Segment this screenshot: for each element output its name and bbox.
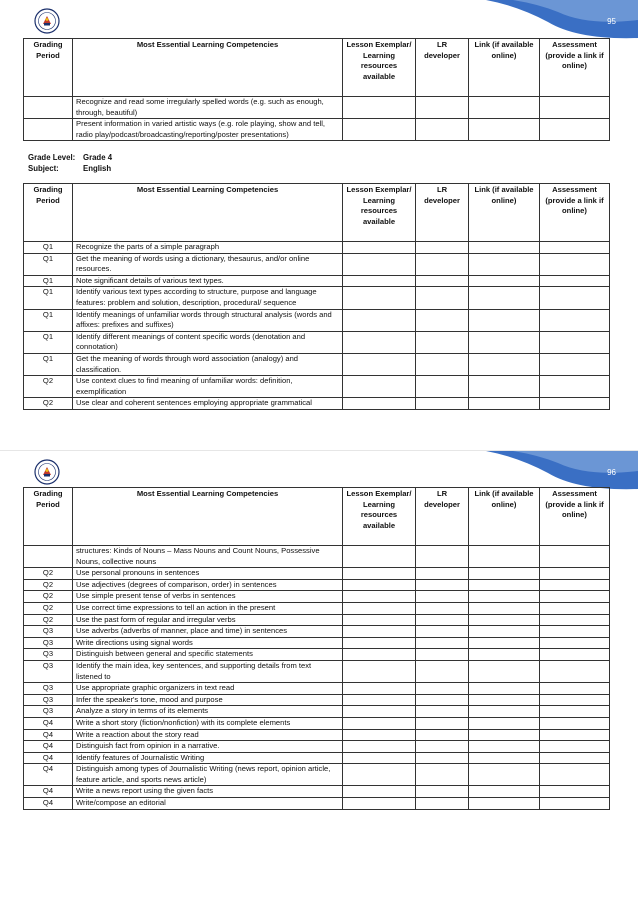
subject-label: Subject: xyxy=(28,164,59,173)
competency-cell: Write a news report using the given facts xyxy=(73,786,343,798)
empty-cell xyxy=(469,242,540,254)
table-row xyxy=(24,798,610,810)
competency-cell: Use simple present tense of verbs in sentences xyxy=(73,591,343,603)
empty-cell xyxy=(416,353,469,375)
empty-cell xyxy=(343,275,416,287)
empty-cell xyxy=(469,331,540,353)
grading-period-cell: Q1 xyxy=(24,353,73,375)
table-row xyxy=(24,637,610,649)
grading-period-cell: Q4 xyxy=(24,717,73,729)
table-row xyxy=(24,706,610,718)
table-row xyxy=(24,764,610,786)
empty-cell xyxy=(343,242,416,254)
table-row xyxy=(24,287,610,309)
table-row xyxy=(24,602,610,614)
empty-cell xyxy=(416,602,469,614)
table-row xyxy=(24,331,610,353)
empty-cell xyxy=(343,331,416,353)
table-row xyxy=(24,729,610,741)
table-row xyxy=(24,649,610,661)
empty-cell xyxy=(540,706,610,718)
grade-level-label: Grade Level: xyxy=(28,153,76,162)
competency-cell: Use correct time expressions to tell an action in the present xyxy=(73,602,343,614)
empty-cell xyxy=(343,683,416,695)
empty-cell xyxy=(469,398,540,410)
empty-cell xyxy=(416,287,469,309)
empty-cell xyxy=(540,275,610,287)
table-row xyxy=(24,741,610,753)
header-competencies: Most Essential Learning Competencies xyxy=(73,39,343,97)
competency-table-grade4 xyxy=(23,183,610,410)
empty-cell xyxy=(343,97,416,119)
table-row xyxy=(24,579,610,591)
empty-cell xyxy=(416,717,469,729)
deped-seal-icon xyxy=(34,459,60,485)
grading-period-cell: Q4 xyxy=(24,752,73,764)
empty-cell xyxy=(540,568,610,580)
empty-cell xyxy=(469,649,540,661)
competency-cell: Identify different meanings of content specific words (denotation and connotation) xyxy=(73,331,343,353)
empty-cell xyxy=(343,786,416,798)
empty-cell xyxy=(469,764,540,786)
grade-level-value: Grade 4 xyxy=(83,153,113,162)
header-lesson-exemplar: Lesson Exemplar/ Learning resources available xyxy=(343,488,416,546)
grading-period-cell: Q4 xyxy=(24,741,73,753)
table-row xyxy=(24,253,610,275)
header-link: Link (if available online) xyxy=(469,488,540,546)
empty-cell xyxy=(540,786,610,798)
empty-cell xyxy=(469,786,540,798)
table-row xyxy=(24,353,610,375)
grading-period-cell: Q4 xyxy=(24,786,73,798)
empty-cell xyxy=(540,717,610,729)
empty-cell xyxy=(540,752,610,764)
empty-cell xyxy=(469,253,540,275)
header-assessment: Assessment (provide a link if online) xyxy=(540,184,610,242)
grading-period-cell: Q1 xyxy=(24,242,73,254)
empty-cell xyxy=(540,591,610,603)
empty-cell xyxy=(343,741,416,753)
grading-period-cell: Q3 xyxy=(24,706,73,718)
empty-cell xyxy=(343,729,416,741)
empty-cell xyxy=(469,591,540,603)
table-row xyxy=(24,683,610,695)
empty-cell xyxy=(469,683,540,695)
empty-cell xyxy=(540,683,610,695)
empty-cell xyxy=(540,546,610,568)
header-competencies: Most Essential Learning Competencies xyxy=(73,488,343,546)
grading-period-cell: Q1 xyxy=(24,287,73,309)
empty-cell xyxy=(469,353,540,375)
empty-cell xyxy=(416,729,469,741)
empty-cell xyxy=(469,798,540,810)
empty-cell xyxy=(540,398,610,410)
empty-cell xyxy=(469,376,540,398)
empty-cell xyxy=(416,546,469,568)
empty-cell xyxy=(343,649,416,661)
table-header-row xyxy=(24,39,610,97)
empty-cell xyxy=(416,694,469,706)
empty-cell xyxy=(469,717,540,729)
competency-cell: Present information in varied artistic ways (e.g. role playing, show and tell, radio play/podcast/broadcasting/reporting/poster presentations) xyxy=(73,119,343,141)
competency-cell: Identify the main idea, key sentences, and supporting details from text listened to xyxy=(73,660,343,682)
empty-cell xyxy=(540,694,610,706)
empty-cell xyxy=(343,376,416,398)
empty-cell xyxy=(416,683,469,695)
competency-cell: structures: Kinds of Nouns – Mass Nouns and Count Nouns, Possessive Nouns, collective nouns xyxy=(73,546,343,568)
empty-cell xyxy=(540,660,610,682)
competency-cell: Identify features of Journalistic Writing xyxy=(73,752,343,764)
table-header-row xyxy=(24,184,610,242)
header-assessment: Assessment (provide a link if online) xyxy=(540,488,610,546)
empty-cell xyxy=(416,253,469,275)
empty-cell xyxy=(540,97,610,119)
empty-cell xyxy=(416,398,469,410)
empty-cell xyxy=(469,275,540,287)
empty-cell xyxy=(343,119,416,141)
table-row xyxy=(24,546,610,568)
empty-cell xyxy=(469,546,540,568)
empty-cell xyxy=(416,614,469,626)
empty-cell xyxy=(469,614,540,626)
table-row xyxy=(24,275,610,287)
table-row xyxy=(24,309,610,331)
empty-cell xyxy=(540,626,610,638)
grading-period-cell: Q1 xyxy=(24,331,73,353)
empty-cell xyxy=(343,398,416,410)
competency-table-continued xyxy=(23,38,610,141)
empty-cell xyxy=(469,309,540,331)
grading-period-cell xyxy=(24,119,73,141)
empty-cell xyxy=(416,275,469,287)
header-link: Link (if available online) xyxy=(469,184,540,242)
empty-cell xyxy=(469,729,540,741)
empty-cell xyxy=(416,660,469,682)
grading-period-cell: Q3 xyxy=(24,649,73,661)
empty-cell xyxy=(540,741,610,753)
table-row xyxy=(24,786,610,798)
page-number: 96 xyxy=(607,468,616,477)
empty-cell xyxy=(343,626,416,638)
grading-period-cell xyxy=(24,97,73,119)
empty-cell xyxy=(416,309,469,331)
empty-cell xyxy=(343,660,416,682)
empty-cell xyxy=(343,546,416,568)
empty-cell xyxy=(416,786,469,798)
grading-period-cell: Q2 xyxy=(24,579,73,591)
empty-cell xyxy=(416,568,469,580)
empty-cell xyxy=(416,626,469,638)
table-row xyxy=(24,591,610,603)
deped-seal-icon xyxy=(34,8,60,34)
header-competencies: Most Essential Learning Competencies xyxy=(73,184,343,242)
empty-cell xyxy=(540,798,610,810)
empty-cell xyxy=(416,376,469,398)
empty-cell xyxy=(540,376,610,398)
grading-period-cell: Q3 xyxy=(24,660,73,682)
competency-cell: Identify meanings of unfamiliar words through structural analysis (words and affixes: prefixes and suffixes) xyxy=(73,309,343,331)
grading-period-cell: Q1 xyxy=(24,309,73,331)
empty-cell xyxy=(540,119,610,141)
empty-cell xyxy=(540,331,610,353)
table-row xyxy=(24,694,610,706)
competency-cell: Note significant details of various text types. xyxy=(73,275,343,287)
header-grading-period: Grading Period xyxy=(24,184,73,242)
competency-cell: Write/compose an editorial xyxy=(73,798,343,810)
header-grading-period: Grading Period xyxy=(24,39,73,97)
table-row xyxy=(24,119,610,141)
competency-cell: Infer the speaker's tone, mood and purpose xyxy=(73,694,343,706)
competency-cell: Use the past form of regular and irregular verbs xyxy=(73,614,343,626)
grading-period-cell: Q3 xyxy=(24,683,73,695)
empty-cell xyxy=(416,331,469,353)
grading-period-cell: Q4 xyxy=(24,798,73,810)
empty-cell xyxy=(469,741,540,753)
header-lr-developer: LR developer xyxy=(416,39,469,97)
competency-cell: Get the meaning of words using a dictionary, thesaurus, and/or online resources. xyxy=(73,253,343,275)
empty-cell xyxy=(469,637,540,649)
competency-cell: Distinguish between general and specific statements xyxy=(73,649,343,661)
empty-cell xyxy=(416,649,469,661)
page-number: 95 xyxy=(607,17,616,26)
document-page-96 xyxy=(0,451,638,902)
header-link: Link (if available online) xyxy=(469,39,540,97)
header-lesson-exemplar: Lesson Exemplar/ Learning resources available xyxy=(343,184,416,242)
empty-cell xyxy=(416,706,469,718)
empty-cell xyxy=(343,287,416,309)
empty-cell xyxy=(343,591,416,603)
empty-cell xyxy=(343,798,416,810)
empty-cell xyxy=(469,97,540,119)
competency-cell: Write a reaction about the story read xyxy=(73,729,343,741)
empty-cell xyxy=(343,717,416,729)
grading-period-cell: Q2 xyxy=(24,376,73,398)
competency-cell: Recognize the parts of a simple paragraph xyxy=(73,242,343,254)
competency-cell: Use adverbs (adverbs of manner, place and time) in sentences xyxy=(73,626,343,638)
table-row xyxy=(24,752,610,764)
empty-cell xyxy=(416,579,469,591)
competency-cell: Distinguish among types of Journalistic Writing (news report, opinion article, feature article, and sports news article) xyxy=(73,764,343,786)
empty-cell xyxy=(469,706,540,718)
table-row xyxy=(24,97,610,119)
empty-cell xyxy=(343,353,416,375)
table-row xyxy=(24,614,610,626)
empty-cell xyxy=(343,706,416,718)
competency-cell: Use clear and coherent sentences employing appropriate grammatical xyxy=(73,398,343,410)
empty-cell xyxy=(343,579,416,591)
subject-line xyxy=(28,163,111,174)
table-row xyxy=(24,242,610,254)
competency-cell: Use personal pronouns in sentences xyxy=(73,568,343,580)
competency-cell: Use appropriate graphic organizers in text read xyxy=(73,683,343,695)
empty-cell xyxy=(416,97,469,119)
empty-cell xyxy=(416,741,469,753)
grading-period-cell: Q3 xyxy=(24,637,73,649)
empty-cell xyxy=(469,579,540,591)
grading-period-cell: Q2 xyxy=(24,614,73,626)
grade-level-line xyxy=(28,152,112,163)
empty-cell xyxy=(343,764,416,786)
table-row xyxy=(24,376,610,398)
empty-cell xyxy=(416,637,469,649)
empty-cell xyxy=(416,591,469,603)
empty-cell xyxy=(540,764,610,786)
competency-cell: Write a short story (fiction/nonfiction) with its complete elements xyxy=(73,717,343,729)
empty-cell xyxy=(469,568,540,580)
competency-cell: Get the meaning of words through word association (analogy) and classification. xyxy=(73,353,343,375)
grading-period-cell: Q3 xyxy=(24,694,73,706)
header-lr-developer: LR developer xyxy=(416,184,469,242)
competency-cell: Analyze a story in terms of its elements xyxy=(73,706,343,718)
empty-cell xyxy=(469,626,540,638)
competency-cell: Use adjectives (degrees of comparison, order) in sentences xyxy=(73,579,343,591)
competency-table-continued xyxy=(23,487,610,810)
competency-cell: Use context clues to find meaning of unfamiliar words: definition, exemplification xyxy=(73,376,343,398)
empty-cell xyxy=(469,694,540,706)
grading-period-cell: Q2 xyxy=(24,398,73,410)
empty-cell xyxy=(469,119,540,141)
grading-period-cell: Q4 xyxy=(24,729,73,741)
grading-period-cell: Q3 xyxy=(24,626,73,638)
grading-period-cell: Q2 xyxy=(24,568,73,580)
empty-cell xyxy=(416,242,469,254)
empty-cell xyxy=(469,752,540,764)
grading-period-cell: Q1 xyxy=(24,275,73,287)
empty-cell xyxy=(540,353,610,375)
empty-cell xyxy=(540,637,610,649)
empty-cell xyxy=(540,602,610,614)
empty-cell xyxy=(343,752,416,764)
empty-cell xyxy=(469,287,540,309)
empty-cell xyxy=(343,614,416,626)
empty-cell xyxy=(343,637,416,649)
competency-cell: Recognize and read some irregularly spelled words (e.g. such as enough, through, beautiful) xyxy=(73,97,343,119)
grading-period-cell: Q1 xyxy=(24,253,73,275)
empty-cell xyxy=(343,694,416,706)
empty-cell xyxy=(469,602,540,614)
empty-cell xyxy=(540,309,610,331)
competency-cell: Write directions using signal words xyxy=(73,637,343,649)
empty-cell xyxy=(540,729,610,741)
grading-period-cell xyxy=(24,546,73,568)
grading-period-cell: Q4 xyxy=(24,764,73,786)
empty-cell xyxy=(540,253,610,275)
table-row xyxy=(24,626,610,638)
empty-cell xyxy=(416,798,469,810)
empty-cell xyxy=(343,602,416,614)
table-row xyxy=(24,660,610,682)
grading-period-cell: Q2 xyxy=(24,602,73,614)
table-row xyxy=(24,568,610,580)
competency-cell: Identify various text types according to structure, purpose and language features: problem and solution, description, procedural/ sequence xyxy=(73,287,343,309)
empty-cell xyxy=(540,614,610,626)
table-row xyxy=(24,398,610,410)
header-lr-developer: LR developer xyxy=(416,488,469,546)
table-header-row xyxy=(24,488,610,546)
empty-cell xyxy=(343,253,416,275)
empty-cell xyxy=(540,242,610,254)
empty-cell xyxy=(416,752,469,764)
header-lesson-exemplar: Lesson Exemplar/ Learning resources available xyxy=(343,39,416,97)
competency-cell: Distinguish fact from opinion in a narrative. xyxy=(73,741,343,753)
empty-cell xyxy=(540,579,610,591)
empty-cell xyxy=(540,649,610,661)
empty-cell xyxy=(416,119,469,141)
header-assessment: Assessment (provide a link if online) xyxy=(540,39,610,97)
subject-value: English xyxy=(83,164,112,173)
table-row xyxy=(24,717,610,729)
empty-cell xyxy=(469,660,540,682)
empty-cell xyxy=(343,568,416,580)
empty-cell xyxy=(343,309,416,331)
header-grading-period: Grading Period xyxy=(24,488,73,546)
empty-cell xyxy=(416,764,469,786)
grading-period-cell: Q2 xyxy=(24,591,73,603)
empty-cell xyxy=(540,287,610,309)
